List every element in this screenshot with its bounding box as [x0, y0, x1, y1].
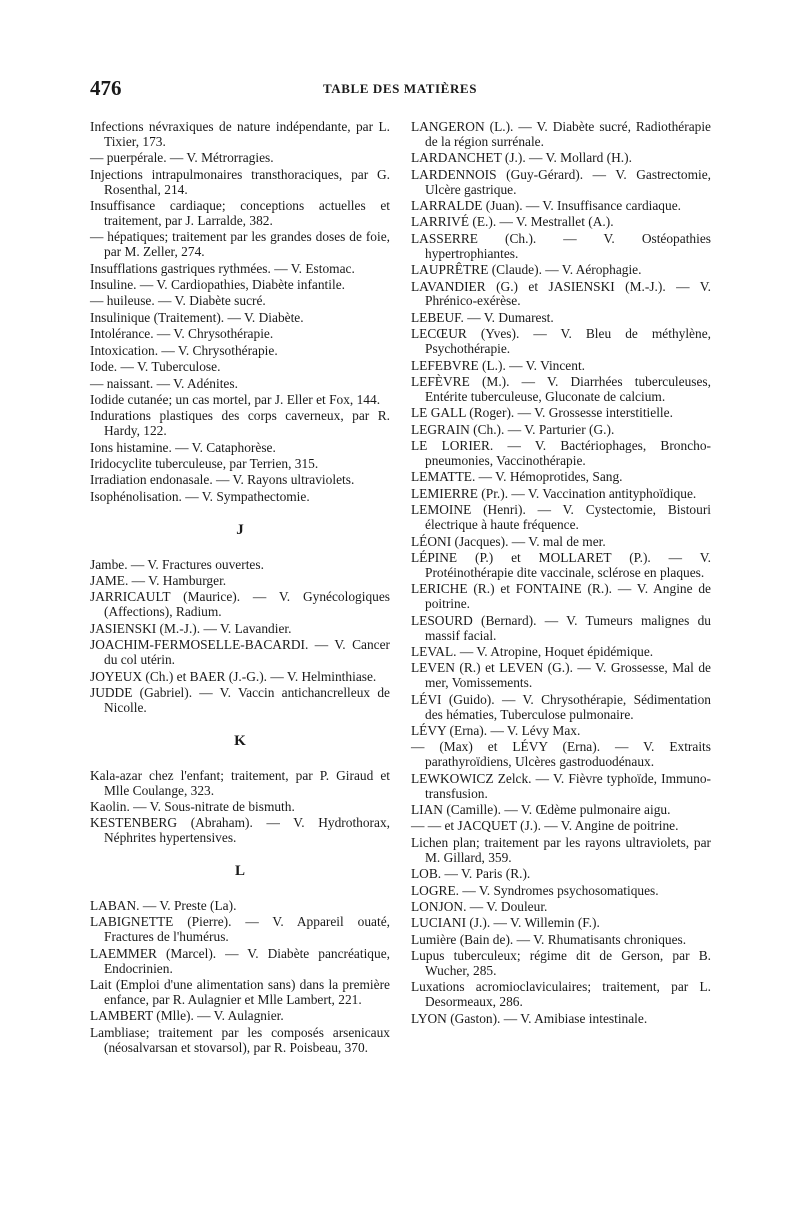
index-entry: KESTENBERG (Abraham). — V. Hydrothorax, Néphrites hypertensives.: [90, 815, 390, 846]
index-entry: LYON (Gaston). — V. Amibiase intestinale.: [411, 1010, 648, 1026]
index-entry: Lambliase; traitement par les composés arsenicaux (néosalvarsan et stovarsol), par R. Poisbeau, 370.: [90, 1024, 390, 1055]
index-entry: Lichen plan; traitement par les rayons ultraviolets, par M. Gillard, 359.: [411, 834, 711, 865]
index-entry: — puerpérale. — V. Métrorragies.: [90, 150, 274, 166]
index-entry: — huileuse. — V. Diabète sucré.: [90, 293, 266, 309]
index-entry: LÉVY (Erna). — V. Lévy Max.: [411, 722, 581, 738]
section-letter: J: [236, 521, 244, 538]
index-entry: Insuffisance cardiaque; conceptions actuelles et traitement, par J. Larralde, 382.: [90, 198, 390, 228]
index-entry: LAEMMER (Marcel). — V. Diabète pancréatique, Endocrinien.: [90, 945, 390, 976]
index-entry: Insufflations gastriques rythmées. — V. Estomac.: [90, 260, 355, 276]
index-entry: LE GALL (Roger). — V. Grossesse interstitielle.: [411, 405, 673, 421]
index-entry: LÉVI (Guido). — V. Chrysothérapie, Sédimentation des hématies, Tuberculose pulmonaire.: [411, 691, 711, 722]
index-entry: Lait (Emploi d'une alimentation sans) dans la première enfance, par R. Aulagnier et Mlle Lambert, 221.: [90, 977, 390, 1007]
index-entry: Iode. — V. Tuberculose.: [90, 359, 221, 375]
index-entry: Infections névraxiques de nature indépendante, par L. Tixier, 173.: [90, 119, 390, 149]
index-entry: LARDENNOIS (Guy-Gérard). — V. Gastrectomie, Ulcère gastrique.: [411, 166, 711, 197]
index-entry: JUDDE (Gabriel). — V. Vaccin antichancrelleux de Nicolle.: [90, 684, 390, 715]
index-entry: Iodide cutanée; un cas mortel, par J. Eller et Fox, 144.: [90, 391, 381, 407]
index-entry: Intolérance. — V. Chrysothérapie.: [90, 326, 274, 342]
left-column: [90, 120, 390, 1057]
index-entry: JASIENSKI (M.-J.). — V. Lavandier.: [90, 620, 292, 636]
index-entry: LÉONI (Jacques). — V. mal de mer.: [411, 533, 606, 549]
index-entry: Kaolin. — V. Sous-nitrate de bismuth.: [90, 798, 295, 814]
page-header: [90, 76, 710, 100]
index-entry: LEVEN (R.) et LEVEN (G.). — V. Grossesse, Mal de mer, Vomissements.: [411, 660, 711, 691]
index-entry: LARRIVÉ (E.). — V. Mestrallet (A.).: [411, 214, 614, 230]
index-entry: Insulinique (Traitement). — V. Diabète.: [90, 309, 304, 325]
index-entry: — (Max) et LÉVY (Erna). — V. Extraits parathyroïdiens, Ulcères gastroduodénaux.: [411, 739, 711, 770]
index-entry: Lumière (Bain de). — V. Rhumatisants chroniques.: [411, 931, 687, 947]
index-entry: LEFEBVRE (L.). — V. Vincent.: [411, 357, 586, 373]
index-entry: JOACHIM-FERMOSELLE-BACARDI. — V. Cancer du col utérin.: [90, 637, 390, 668]
index-entry: LASSERRE (Ch.). — V. Ostéopathies hypertrophiantes.: [411, 230, 711, 261]
index-entry: LEVAL. — V. Atropine, Hoquet épidémique.: [411, 643, 654, 659]
index-entry: LOGRE. — V. Syndromes psychosomatiques.: [411, 882, 659, 898]
index-entry: LEFÈVRE (M.). — V. Diarrhées tuberculeuses, Entérite tuberculeuse, Gluconate de calcium.: [411, 374, 711, 404]
index-entry: Luxations acromioclaviculaires; traitement, par L. Desormeaux, 286.: [411, 979, 711, 1010]
index-entry: LOB. — V. Paris (R.).: [411, 866, 531, 882]
index-entry: Kala-azar chez l'enfant; traitement, par P. Giraud et Mlle Coulange, 323.: [90, 767, 390, 798]
index-entry: Insuline. — V. Cardiopathies, Diabète infantile.: [90, 277, 345, 293]
index-entry: LABAN. — V. Preste (La).: [90, 898, 237, 914]
section-letter: K: [234, 732, 246, 749]
right-column: [411, 120, 711, 1028]
index-entry: LAMBERT (Mlle). — V. Aulagnier.: [90, 1008, 284, 1024]
page-number: 476: [90, 76, 122, 100]
index-entry: LERICHE (R.) et FONTAINE (R.). — V. Angine de poitrine.: [411, 581, 711, 612]
index-entry: Injections intrapulmonaires transthoraciques, par G. Rosenthal, 214.: [90, 166, 390, 197]
index-entry: Irradiation endonasale. — V. Rayons ultraviolets.: [90, 472, 355, 488]
index-entry: LUCIANI (J.). — V. Willemin (F.).: [411, 915, 600, 931]
index-entry: — naissant. — V. Adénites.: [90, 375, 238, 391]
index-entry: LEGRAIN (Ch.). — V. Parturier (G.).: [411, 421, 615, 437]
index-entry: LEMIERRE (Pr.). — V. Vaccination antityphoïdique.: [411, 485, 697, 501]
index-entry: LEBEUF. — V. Dumarest.: [411, 309, 554, 325]
index-entry: JOYEUX (Ch.) et BAER (J.-G.). — V. Helminthiase.: [90, 668, 377, 684]
index-entry: LESOURD (Bernard). — V. Tumeurs malignes du massif facial.: [411, 612, 711, 643]
index-entry: — — et JACQUET (J.). — V. Angine de poitrine.: [411, 818, 679, 834]
index-entry: Jambe. — V. Fractures ouvertes.: [90, 556, 264, 572]
index-entry: Intoxication. — V. Chrysothérapie.: [90, 342, 278, 358]
index-entry: LARDANCHET (J.). — V. Mollard (H.).: [411, 150, 632, 166]
index-entry: JARRICAULT (Maurice). — V. Gynécologiques (Affections), Radium.: [90, 589, 390, 620]
index-entry: LAVANDIER (G.) et JASIENSKI (M.-J.). — V. Phrénico-exérèse.: [411, 278, 711, 309]
index-entry: LAUPRÊTRE (Claude). — V. Aérophagie.: [411, 262, 642, 278]
index-entry: LABIGNETTE (Pierre). — V. Appareil ouaté, Fractures de l'humérus.: [90, 914, 390, 945]
index-entry: Isophénolisation. — V. Sympathectomie.: [90, 488, 310, 504]
section-letter: L: [234, 863, 245, 880]
index-entry: LONJON. — V. Douleur.: [411, 898, 548, 914]
index-entry: Indurations plastiques des corps caverneux, par R. Hardy, 122.: [90, 408, 390, 439]
index-entry: JAME. — V. Hamburger.: [90, 573, 227, 589]
index-entry: LARRALDE (Juan). — V. Insuffisance cardiaque.: [411, 198, 681, 214]
index-entry: LÉPINE (P.) et MOLLARET (P.). — V. Protéinothérapie dite vaccinale, sclérose en plaques.: [411, 549, 711, 580]
index-entry: LE LORIER. — V. Bactériophages, Broncho-pneumonies, Vaccinothérapie.: [411, 438, 711, 469]
index-entry: — hépatiques; traitement par les grandes doses de foie, par M. Zeller, 274.: [90, 229, 390, 260]
index-entry: LEMATTE. — V. Hémoprotides, Sang.: [411, 469, 623, 485]
index-entry: LEWKOWICZ Zelck. — V. Fièvre typhoïde, Immuno-transfusion.: [411, 770, 711, 801]
index-entry: LANGERON (L.). — V. Diabète sucré, Radiothérapie de la région surrénale.: [411, 119, 711, 149]
index-entry: Lupus tuberculeux; régime dit de Gerson, par B. Wucher, 285.: [411, 948, 711, 979]
running-title: TABLE DES MATIÈRES: [322, 81, 478, 96]
index-entry: LEMOINE (Henri). — V. Cystectomie, Bistouri électrique à haute fréquence.: [411, 502, 711, 533]
index-entry: Iridocyclite tuberculeuse, par Terrien, 315.: [90, 456, 319, 472]
index-entry: LIAN (Camille). — V. Œdème pulmonaire aigu.: [411, 801, 671, 817]
index-entry: LECŒUR (Yves). — V. Bleu de méthylène, Psychothérapie.: [411, 326, 711, 357]
index-entry: Ions histamine. — V. Cataphorèse.: [90, 439, 276, 455]
